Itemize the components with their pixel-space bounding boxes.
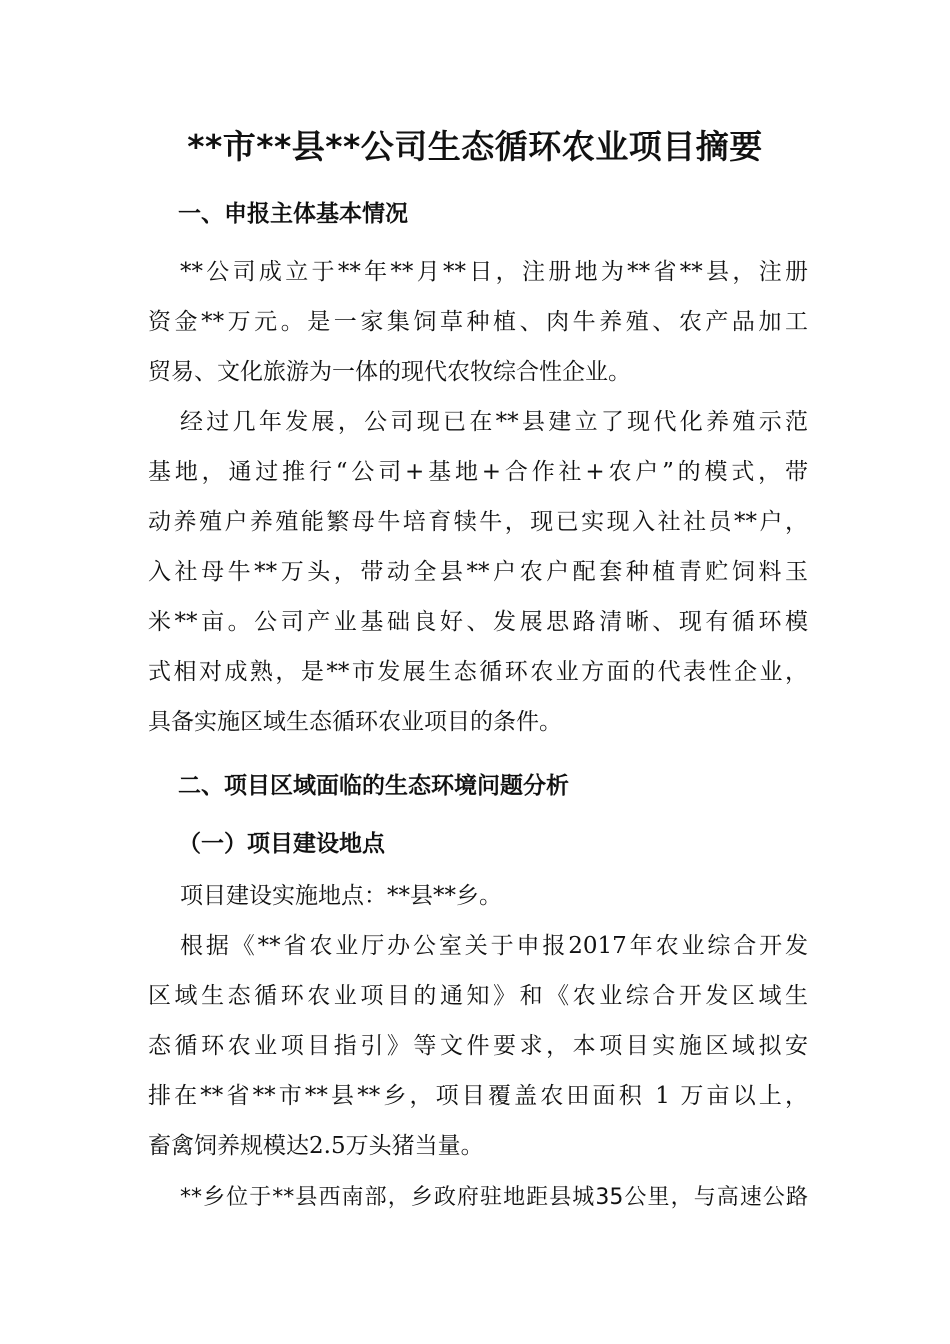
paragraph-line: **公司成立于**年**月**日，注册地为**省**县，注册: [180, 259, 808, 285]
paragraph-line: 畜禽饲养规模达2.5万头猪当量。: [148, 1133, 484, 1159]
subsection-1-heading: （一）项目建设地点: [178, 831, 385, 857]
paragraph-line: 米**亩。公司产业基础良好、发展思路清晰、现有循环模: [148, 609, 808, 635]
paragraph-line: 入社母牛**万头，带动全县**户农户配套种植青贮饲料玉: [148, 559, 808, 585]
paragraph-line: 式相对成熟，是**市发展生态循环农业方面的代表性企业，: [148, 659, 808, 685]
paragraph-line: 资金**万元。是一家集饲草种植、肉牛养殖、农产品加工: [148, 309, 808, 335]
paragraph-line: 区域生态循环农业项目的通知》和《农业综合开发区域生: [148, 983, 808, 1009]
paragraph-line: 具备实施区域生态循环农业项目的条件。: [148, 709, 562, 735]
section-1-heading: 一、申报主体基本情况: [178, 201, 408, 227]
paragraph-line: 动养殖户养殖能繁母牛培育犊牛，现已实现入社社员**户，: [148, 509, 808, 535]
paragraph-line: 态循环农业项目指引》等文件要求，本项目实施区域拟安: [148, 1033, 808, 1059]
paragraph-line: 项目建设实施地点：**县**乡。: [180, 883, 502, 909]
paragraph-line: 经过几年发展，公司现已在**县建立了现代化养殖示范: [180, 409, 808, 435]
paragraph-line: **乡位于**县西南部，乡政府驻地距县城35公里，与高速公路: [180, 1185, 808, 1210]
document-title: **市**县**公司生态循环农业项目摘要: [187, 127, 763, 166]
paragraph-line: 贸易、文化旅游为一体的现代农牧综合性企业。: [148, 359, 631, 385]
section-2-heading: 二、项目区域面临的生态环境问题分析: [178, 773, 569, 799]
paragraph-line: 根据《**省农业厅办公室关于申报2017年农业综合开发: [180, 933, 808, 959]
paragraph-line: 排在**省**市**县**乡，项目覆盖农田面积 1 万亩以上，: [148, 1083, 808, 1109]
paragraph-line: 基地，通过推行“公司+基地+合作社+农户”的模式，带: [148, 459, 808, 485]
